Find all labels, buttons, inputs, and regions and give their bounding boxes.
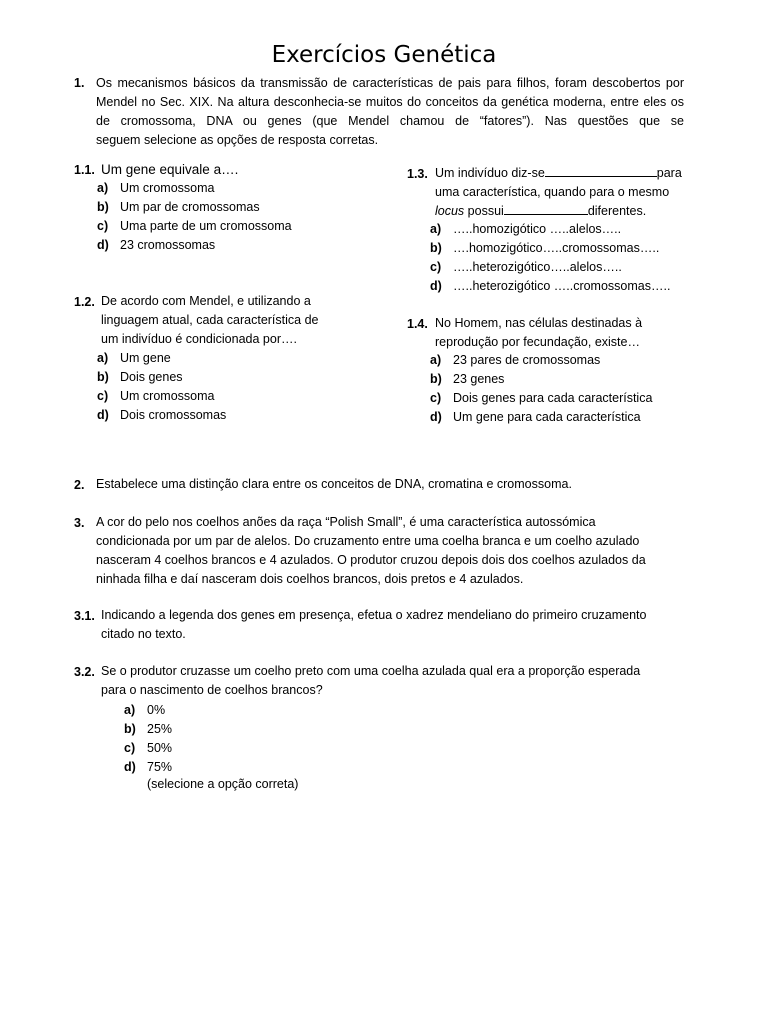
q1-1-number: 1.1. xyxy=(74,163,95,177)
q3-1-line: Indicando a legenda dos genes em presença, efetua o xadrez mendeliano do primeiro cruzamento xyxy=(101,608,647,622)
q3-line: ninhada filha e daí nasceram dois coelhos brancos, dois pretos e 4 azulados. xyxy=(96,572,524,586)
q1-4-number: 1.4. xyxy=(407,317,428,331)
q1-1-option-d: d) 23 cromossomas xyxy=(97,238,216,252)
q1-2-option-d: d) Dois cromossomas xyxy=(97,408,227,422)
q3-2-line: Se o produtor cruzasse um coelho preto com uma coelha azulada qual era a proporção esperada xyxy=(101,664,641,678)
q3-1-number: 3.1. xyxy=(74,609,95,623)
q1-4-line: No Homem, nas células destinadas à xyxy=(435,316,643,330)
q3-1-line: citado no texto. xyxy=(101,627,186,641)
q1-2-text xyxy=(101,292,341,349)
q1-3-option-c: c) …..heterozigótico…..alelos….. xyxy=(430,260,622,274)
q3-line: condicionada por um par de alelos. Do cruzamento entre uma coelha branca e um coelho azulado xyxy=(96,534,640,548)
q1-line: de cromossoma, DNA ou genes (que Mendel chamou de “fatores”). Nas questões que se xyxy=(96,114,684,128)
q3-2-number: 3.2. xyxy=(74,665,95,679)
q3-number: 3. xyxy=(74,516,85,530)
q1-2-option-b: b) Dois genes xyxy=(97,370,183,384)
q3-2-option-b: b) 25% xyxy=(124,722,173,736)
q1-4-option-a: a) 23 pares de cromossomas xyxy=(430,353,601,367)
answer-blank xyxy=(545,164,657,177)
q1-3-text xyxy=(435,164,735,221)
q3-line: nasceram 4 coelhos brancos e 4 azulados. O produtor cruzou depois dois dos coelhos azulados da xyxy=(96,553,646,567)
q1-line: seguem selecione as opções de resposta corretas. xyxy=(96,133,379,147)
q3-1-text xyxy=(101,606,701,644)
q1-2-line: um indivíduo é condicionada por…. xyxy=(101,332,297,346)
q1-number: 1. xyxy=(74,76,85,90)
q1-1-option-a: a) Um cromossoma xyxy=(97,181,215,195)
q1-3-option-d: d) …..heterozigótico …..cromossomas….. xyxy=(430,279,671,293)
q3-2-option-d: d) 75% xyxy=(124,760,173,774)
q2-number: 2. xyxy=(74,478,85,492)
q1-1-option-c: c) Uma parte de um cromossoma xyxy=(97,219,292,233)
q1-2-option-a: a) Um gene xyxy=(97,351,171,365)
q1-1-stem: Um gene equivale a…. xyxy=(101,162,239,177)
q3-2-option-a: a) 0% xyxy=(124,703,166,717)
q1-text xyxy=(96,74,684,150)
answer-blank xyxy=(504,202,588,215)
q1-3-line: locus possui diferentes. xyxy=(435,204,647,218)
q1-2-number: 1.2. xyxy=(74,295,95,309)
q1-3-line: Um indivíduo diz-se para xyxy=(435,166,682,180)
q2-text: Estabelece uma distinção clara entre os conceitos de DNA, cromatina e cromossoma. xyxy=(96,477,572,491)
q1-3-option-b: b) ….homozigótico…..cromossomas….. xyxy=(430,241,660,255)
q1-2-line: linguagem atual, cada característica de xyxy=(101,313,319,327)
q1-4-option-d: d) Um gene para cada característica xyxy=(430,410,641,424)
q1-4-option-b: b) 23 genes xyxy=(430,372,505,386)
q3-2-note: (selecione a opção correta) xyxy=(147,777,299,791)
q3-2-option-c: c) 50% xyxy=(124,741,173,755)
q3-2-text xyxy=(101,662,701,700)
q1-4-option-c: c) Dois genes para cada característica xyxy=(430,391,653,405)
q1-3-option-a: a) …..homozigótico …..alelos….. xyxy=(430,222,622,236)
q3-line: A cor do pelo nos coelhos anões da raça “Polish Small”, é uma característica autossómica xyxy=(96,515,596,529)
q1-2-option-c: c) Um cromossoma xyxy=(97,389,215,403)
q1-line: Os mecanismos básicos da transmissão de características de pais para filhos, foram descobertos por xyxy=(96,76,684,90)
q1-2-line: De acordo com Mendel, e utilizando a xyxy=(101,294,311,308)
q1-3-line: uma característica, quando para o mesmo xyxy=(435,185,670,199)
page-title: Exercícios Genética xyxy=(271,42,497,68)
q3-text xyxy=(96,513,696,589)
q3-2-line: para o nascimento de coelhos brancos? xyxy=(101,683,323,697)
q1-4-line: reprodução por fecundação, existe… xyxy=(435,335,640,349)
q1-3-number: 1.3. xyxy=(407,167,428,181)
q1-4-text xyxy=(435,314,715,352)
q1-line: Mendel no Sec. XIX. Na altura desconhecia-se muitos do conceitos da genética moderna, entre eles os xyxy=(96,95,684,109)
q1-1-option-b: b) Um par de cromossomas xyxy=(97,200,260,214)
